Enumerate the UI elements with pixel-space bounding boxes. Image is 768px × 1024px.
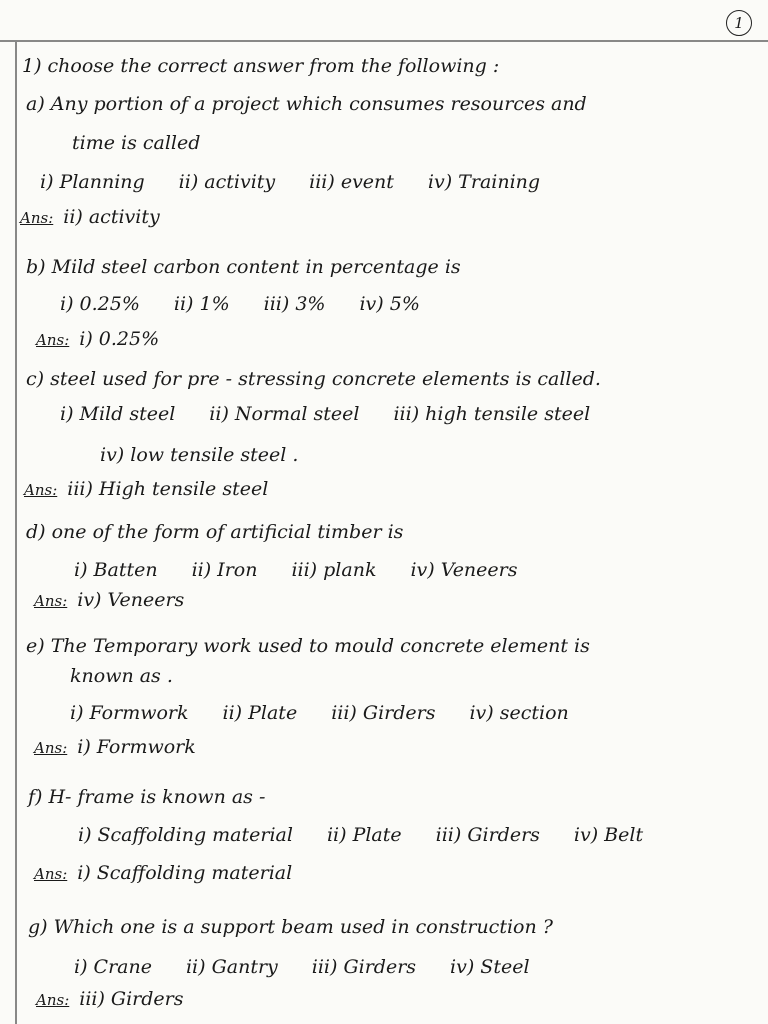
question-stem: f) H- frame is known as - xyxy=(28,786,266,808)
answer-text: iii) Girders xyxy=(79,988,184,1010)
option: ii) Normal steel xyxy=(209,403,360,425)
option: iv) 5% xyxy=(359,293,420,315)
option: i) Formwork xyxy=(70,702,189,724)
top-rule xyxy=(0,40,768,42)
question-stem: e) The Temporary work used to mould concrete element is xyxy=(26,635,590,657)
options-row xyxy=(78,826,677,845)
option: i) 0.25% xyxy=(60,293,140,315)
margin-line xyxy=(15,42,17,1024)
page-number: 1 xyxy=(726,10,752,36)
option: i) Scaffolding material xyxy=(78,824,293,846)
ans-label: Ans: xyxy=(24,481,58,499)
option: ii) Iron xyxy=(191,559,258,581)
question-stem: c) steel used for pre - stressing concrete elements is called. xyxy=(26,368,601,390)
question-stem: known as . xyxy=(70,665,173,687)
answer-text: iv) Veneers xyxy=(77,589,185,611)
answer-line xyxy=(34,738,196,757)
ans-label: Ans: xyxy=(34,865,68,883)
answer-text: i) Scaffolding material xyxy=(77,862,293,884)
option: ii) Plate xyxy=(222,702,298,724)
options-row xyxy=(70,704,603,723)
option: i) Crane xyxy=(74,956,152,978)
option: iii) plank xyxy=(291,559,377,581)
ans-label: Ans: xyxy=(20,209,54,227)
option: iii) Girders xyxy=(311,956,417,978)
option: i) Planning xyxy=(40,171,145,193)
option: iii) high tensile steel xyxy=(393,403,591,425)
option: iii) event xyxy=(309,171,394,193)
option: ii) activity xyxy=(178,171,276,193)
option: ii) 1% xyxy=(173,293,230,315)
options-row xyxy=(40,173,574,192)
answer-line xyxy=(24,480,268,499)
option: iii) Girders xyxy=(435,824,540,846)
option: iv) Veneers xyxy=(410,559,518,581)
answer-line xyxy=(34,864,292,883)
question-stem: b) Mild steel carbon content in percentage is xyxy=(26,256,461,278)
question-stem: time is called xyxy=(72,132,201,154)
answer-line xyxy=(36,990,184,1009)
question-heading: 1) choose the correct answer from the following : xyxy=(22,55,500,77)
ans-label: Ans: xyxy=(36,331,70,349)
ans-label: Ans: xyxy=(36,991,70,1009)
ans-label: Ans: xyxy=(34,592,68,610)
options-row xyxy=(60,405,624,424)
option: ii) Plate xyxy=(326,824,402,846)
options-row xyxy=(74,958,564,977)
answer-text: iii) High tensile steel xyxy=(67,478,269,500)
option: iii) Girders xyxy=(331,702,436,724)
option: iv) low tensile steel . xyxy=(100,444,299,466)
option: iii) 3% xyxy=(263,293,326,315)
option: ii) Gantry xyxy=(185,956,278,978)
options-row xyxy=(74,561,552,580)
options-row xyxy=(60,295,454,314)
option: i) Batten xyxy=(74,559,158,581)
answer-text: i) Formwork xyxy=(77,736,196,758)
option: iv) section xyxy=(469,702,569,724)
option: iv) Belt xyxy=(573,824,644,846)
ans-label: Ans: xyxy=(34,739,68,757)
option: iv) Training xyxy=(427,171,541,193)
answer-line xyxy=(34,591,184,610)
answer-line xyxy=(36,330,159,349)
option: iv) Steel xyxy=(450,956,530,978)
option: i) Mild steel xyxy=(60,403,176,425)
question-stem: g) Which one is a support beam used in construction ? xyxy=(28,916,553,938)
answer-text: i) 0.25% xyxy=(79,328,160,350)
question-stem: a) Any portion of a project which consumes resources and xyxy=(26,93,587,115)
answer-line xyxy=(20,208,160,227)
options-row xyxy=(100,446,332,465)
answer-text: ii) activity xyxy=(63,206,160,228)
question-stem: d) one of the form of artificial timber is xyxy=(26,521,404,543)
